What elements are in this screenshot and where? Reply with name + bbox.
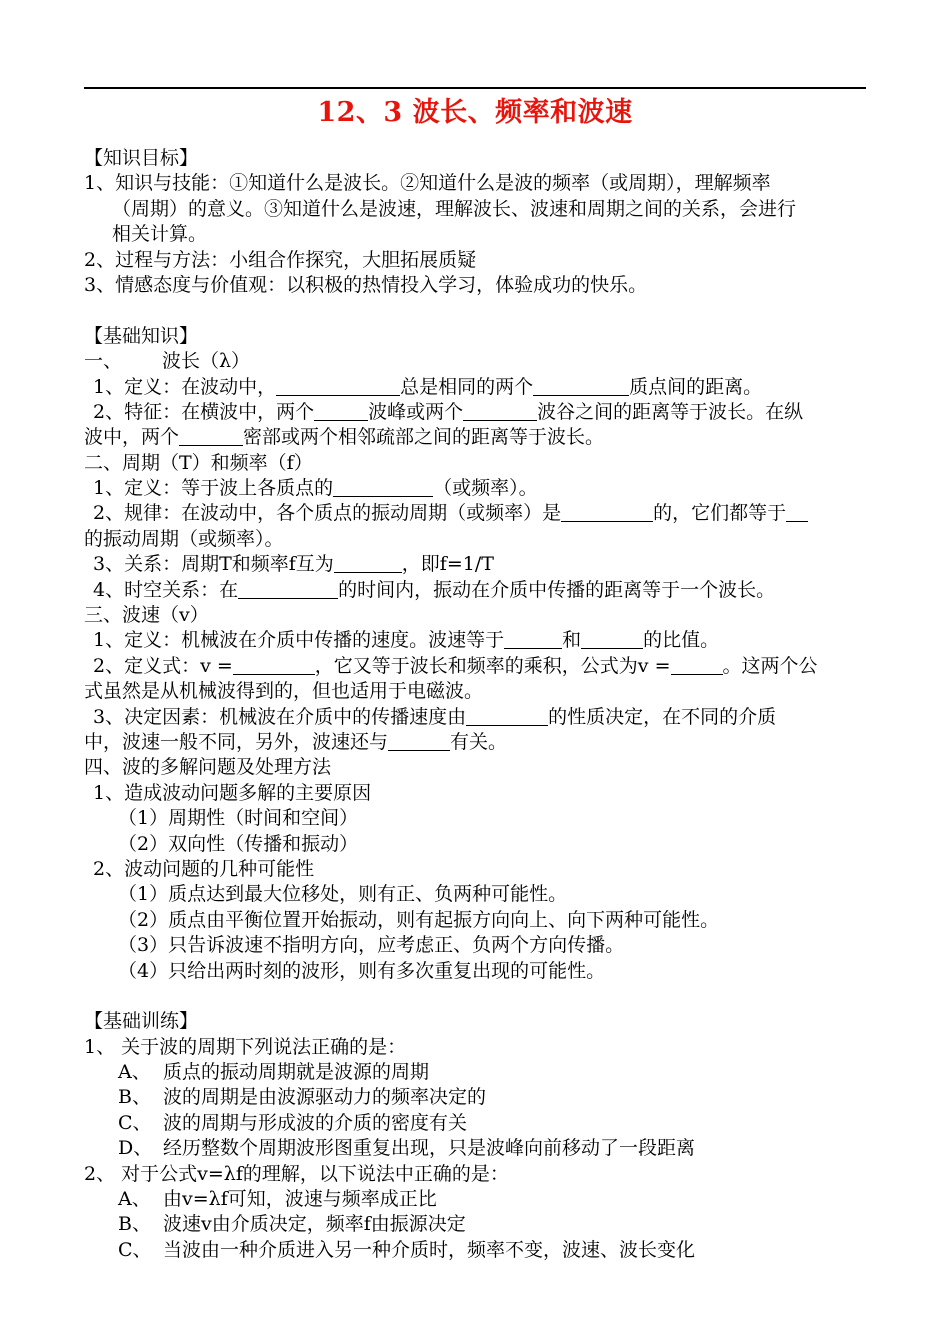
answer-option[interactable]: B、 波速v由介质决定，频率f由振源决定 — [118, 1213, 466, 1236]
answer-blank[interactable] — [179, 426, 243, 446]
answer-blank[interactable] — [233, 655, 315, 675]
answer-option[interactable]: B、 波的周期是由波源驱动力的频率决定的 — [118, 1086, 487, 1109]
answer-option[interactable]: A、 质点的振动周期就是波源的周期 — [118, 1061, 430, 1084]
answer-blank[interactable] — [504, 629, 562, 649]
fill-line: 2、定义式：v = ，它又等于波长和频率的乘积，公式为v = 。这两个公 — [93, 654, 818, 677]
fill-line: 2、规律：在波动中，各个质点的振动周期（或频率）是 的，它们都等于 — [84, 501, 866, 526]
fill-line: 1、定义：机械波在介质中传播的速度。波速等于 和 的比值。 — [93, 629, 720, 652]
answer-blank[interactable] — [786, 502, 808, 522]
answer-blank[interactable] — [334, 553, 402, 573]
answer-blank[interactable] — [533, 376, 629, 396]
objective-line: 相关计算。 — [112, 223, 208, 246]
objective-line: 1、知识与技能：①知道什么是波长。②知道什么是波的频率（或周期），理解频率 — [84, 172, 771, 195]
fill-line: 2、特征：在横波中，两个 波峰或两个 波谷之间的距离等于波长。在纵 — [93, 400, 804, 423]
page-title: 12、3 波长、频率和波速 — [317, 97, 633, 128]
heading-wave-speed: 三、波速（v） — [84, 604, 209, 627]
list-item: 2、波动问题的几种可能性 — [93, 857, 315, 880]
answer-blank[interactable] — [581, 629, 643, 649]
list-item: （4）只给出两时刻的波形，则有多次重复出现的可能性。 — [118, 959, 606, 982]
objective-line: 2、过程与方法：小组合作探究，大胆拓展质疑 — [84, 248, 477, 271]
top-rule — [84, 87, 866, 89]
section-header-training: 【基础训练】 — [84, 1010, 199, 1033]
fill-line: 4、时空关系：在 的时间内，振动在介质中传播的距离等于一个波长。 — [93, 578, 776, 601]
list-item: （1）周期性（时间和空间） — [118, 807, 359, 830]
answer-option[interactable]: C、 当波由一种介质进入另一种介质时，频率不变，波速、波长变化 — [118, 1238, 696, 1261]
heading-wavelength: 一、 波长（λ） — [84, 350, 251, 373]
fill-line: 3、决定因素：机械波在介质中的传播速度由 的性质决定，在不同的介质 — [93, 705, 777, 728]
answer-option[interactable]: D、 经历整数个周期波形图重复出现，只是波峰向前移动了一段距离 — [118, 1137, 696, 1160]
fill-line: 1、定义：等于波上各质点的 （或频率）。 — [93, 477, 538, 500]
list-item: （2）双向性（传播和振动） — [118, 832, 359, 855]
document-body — [84, 146, 866, 1263]
fill-line: 1、定义：在波动中， 总是相同的两个 质点间的距离。 — [93, 375, 763, 398]
answer-blank[interactable] — [463, 401, 537, 421]
fill-line: 中，波速一般不同，另外，波速还与 有关。 — [84, 730, 508, 753]
answer-blank[interactable] — [333, 477, 433, 497]
list-item: 1、造成波动问题多解的主要原因 — [93, 781, 372, 804]
heading-period-frequency: 二、周期（T）和频率（f） — [84, 451, 313, 474]
list-item: （1）质点达到最大位移处，则有正、负两种可能性。 — [118, 883, 568, 906]
answer-blank[interactable] — [314, 401, 368, 421]
question-stem: 1、 关于波的周期下列说法正确的是： — [84, 1035, 407, 1058]
section-header-objectives: 【知识目标】 — [84, 147, 199, 169]
answer-blank[interactable] — [561, 502, 653, 522]
answer-blank[interactable] — [388, 731, 450, 751]
list-item: （2）质点由平衡位置开始振动，则有起振方向向上、向下两种可能性。 — [118, 908, 720, 931]
fill-line: 波中，两个 密部或两个相邻疏部之间的距离等于波长。 — [84, 426, 605, 449]
fill-line: 的振动周期（或频率）。 — [84, 527, 284, 550]
answer-option[interactable]: C、 波的周期与形成波的介质的密度有关 — [118, 1111, 468, 1134]
fill-line: 3、关系：周期T和频率f互为 ，即f=1/T — [93, 553, 494, 576]
answer-blank[interactable] — [466, 706, 548, 726]
fill-line: 式虽然是从机械波得到的，但也适用于电磁波。 — [84, 680, 484, 703]
objective-line: 3、情感态度与价值观：以积极的热情投入学习，体验成功的快乐。 — [84, 273, 648, 296]
answer-blank[interactable] — [276, 376, 400, 396]
list-item: （3）只告诉波速不指明方向，应考虑正、负两个方向传播。 — [118, 934, 625, 957]
answer-blank[interactable] — [671, 655, 723, 675]
objective-line: （周期）的意义。③知道什么是波速，理解波长、波速和周期之间的关系，会进行 — [112, 197, 797, 220]
answer-blank[interactable] — [238, 579, 338, 599]
answer-option[interactable]: A、 由v=λf可知，波速与频率成正比 — [118, 1188, 437, 1211]
question-stem: 2、 对于公式v=λf的理解，以下说法中正确的是： — [84, 1162, 509, 1185]
heading-multi-solution: 四、波的多解问题及处理方法 — [84, 756, 332, 779]
section-header-basics: 【基础知识】 — [84, 324, 199, 347]
